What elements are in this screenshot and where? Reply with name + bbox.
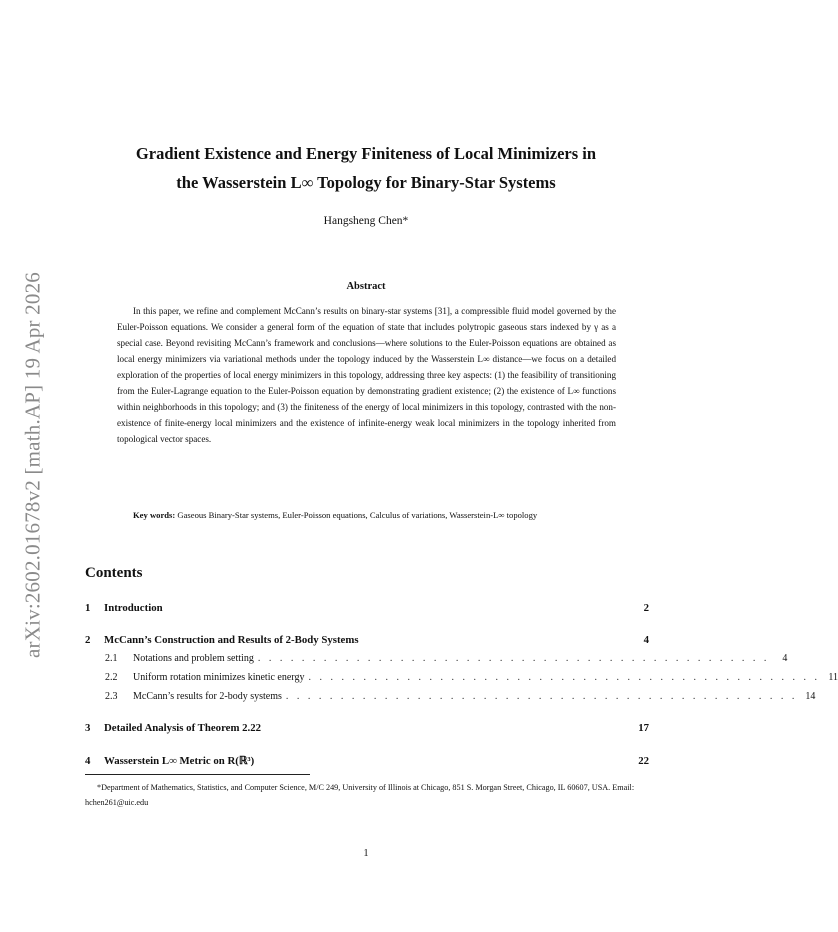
toc-number: 2.3 bbox=[105, 691, 118, 702]
toc-title: Detailed Analysis of Theorem 2.22 bbox=[104, 722, 262, 734]
toc-number: 2.2 bbox=[105, 672, 118, 683]
toc-number: 4 bbox=[85, 755, 91, 767]
toc-entry-detailed-analysis[interactable] bbox=[85, 722, 649, 734]
keywords-text: Gaseous Binary-Star systems, Euler-Poisson equations, Calculus of variations, Wasserstein-L∞ topology bbox=[177, 510, 538, 520]
abstract-body: In this paper, we refine and complement McCann’s results on binary-star systems [31], a compressible fluid model governed by the Euler-Poisson equations. We consider a general form of the equation of state that includes polytropic gaseous stars indexed by γ as a special case. Beyond revisiting McCann’s framework and conclusions—where solutions to the Euler-Poisson equations are obtained as local energy minimizers via variational methods under the topology induced by the Wasserstein L∞ distance—we focus on a detailed exploration of the properties of local energy minimizers in this topology, addressing three key aspects: (1) the feasibility of transitioning from the Euler-Lagrange equation to the Euler-Poisson equation by demonstrating gradient existence; (2) the existence of L∞ functions within neighborhoods in this topology; and (3) the finiteness of the energy of local minimizers in this topology, contrasted with the non-existence of finite-energy local minimizers and the existence of infinite-energy weak local minimizers in the topology inherited from topological vector spaces. bbox=[117, 306, 616, 444]
toc-entry-mccann-construction[interactable] bbox=[85, 634, 649, 646]
toc-title: Uniform rotation minimizes kinetic energy bbox=[133, 672, 305, 683]
toc-number: 1 bbox=[85, 602, 91, 614]
page-number: 1 bbox=[363, 848, 369, 859]
toc-page: 2 bbox=[643, 602, 649, 614]
toc-page: 4 bbox=[782, 653, 788, 664]
toc-number: 2 bbox=[85, 634, 91, 646]
toc-leader-dots: . . . . . . . . . . . . . . . . . . . . . . . . . . . . . . . . . . . . . . . . . . . . . . . bbox=[308, 672, 820, 683]
toc-title: McCann’s results for 2-body systems bbox=[133, 691, 282, 702]
toc-page: 17 bbox=[638, 722, 649, 734]
arxiv-identifier-stamp: arXiv:2602.01678v2 [math.AP] 19 Apr 2026 bbox=[20, 272, 45, 658]
paper-title bbox=[85, 139, 647, 197]
toc-page: 14 bbox=[805, 691, 816, 702]
toc-entry-wasserstein-metric[interactable] bbox=[85, 754, 649, 767]
toc-entry-uniform-rotation[interactable] bbox=[85, 672, 838, 683]
toc-leader-dots: . . . . . . . . . . . . . . . . . . . . . . . . . . . . . . . . . . . . . . . . . . . . . . . bbox=[257, 653, 770, 664]
toc-entry-mccann-results[interactable] bbox=[85, 691, 816, 702]
toc-page: 4 bbox=[643, 634, 649, 646]
toc-title: Introduction bbox=[104, 602, 163, 614]
toc-title: Wasserstein L∞ Metric on R(ℝ³) bbox=[104, 755, 255, 767]
toc-title: Notations and problem setting bbox=[133, 653, 254, 664]
toc-title: McCann’s Construction and Results of 2-Body Systems bbox=[104, 634, 359, 646]
abstract-heading: Abstract bbox=[346, 281, 386, 292]
author-affiliation-footnote: *Department of Mathematics, Statistics, and Computer Science, M/C 249, University of Illinois at Chicago, 851 S. Morgan Street, Chicago, IL 60607, USA. Email: hchen261@uic.edu bbox=[85, 783, 635, 807]
footnote-rule bbox=[85, 774, 310, 775]
toc-number: 2.1 bbox=[105, 653, 118, 664]
toc-number: 3 bbox=[85, 722, 91, 734]
toc-entry-notations[interactable] bbox=[85, 653, 788, 664]
paper-title-line-2: the Wasserstein L∞ Topology for Binary-Star Systems bbox=[176, 173, 556, 192]
author-name: Hangsheng Chen* bbox=[323, 215, 409, 227]
toc-entry-introduction[interactable] bbox=[85, 602, 649, 614]
keywords-label: Key words: bbox=[133, 510, 176, 520]
contents-heading: Contents bbox=[85, 565, 143, 581]
toc-page: 22 bbox=[638, 755, 649, 767]
paper-title-line-1: Gradient Existence and Energy Finiteness of Local Minimizers in bbox=[135, 144, 597, 163]
keywords bbox=[117, 508, 627, 524]
toc-page: 11 bbox=[828, 672, 838, 683]
toc-leader-dots: . . . . . . . . . . . . . . . . . . . . . . . . . . . . . . . . . . . . . . . . . . . . . . . bbox=[285, 691, 798, 702]
